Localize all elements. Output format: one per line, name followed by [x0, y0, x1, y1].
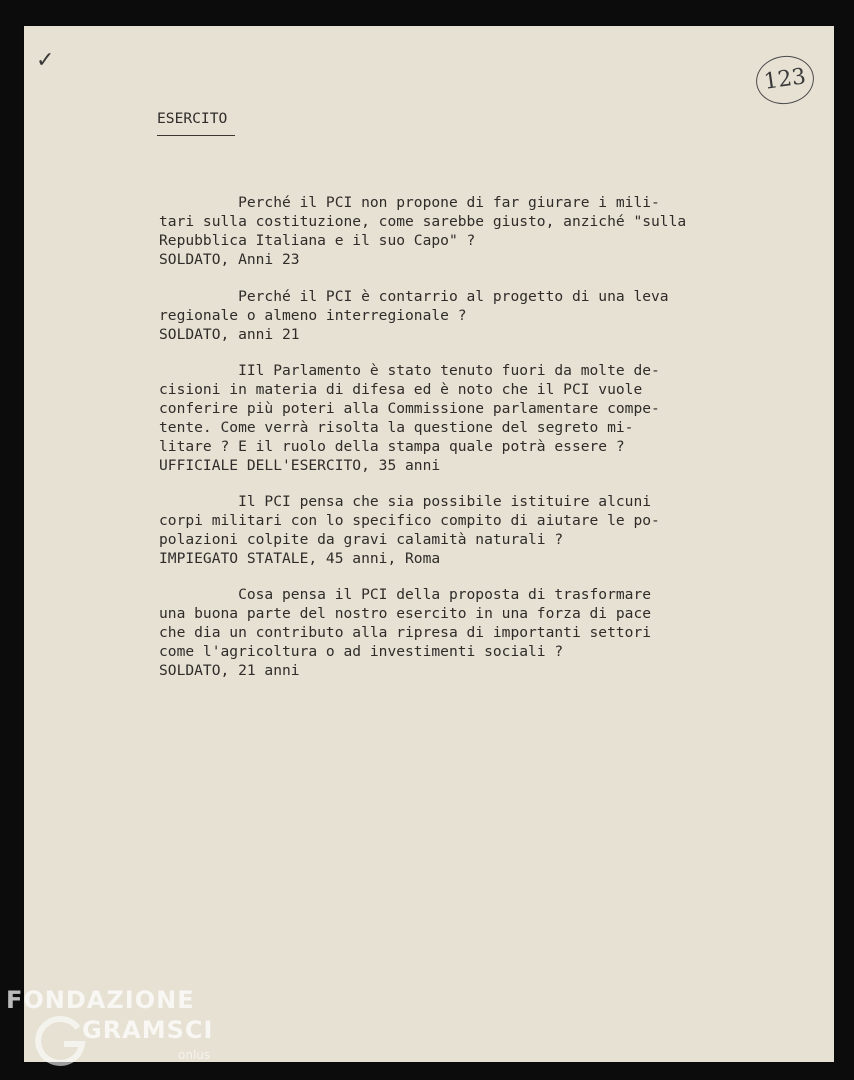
text-line: cisioni in materia di difesa ed è noto che il PCI vuole	[159, 381, 643, 398]
text-line: corpi militari con lo specifico compito di aiutare le po-	[159, 512, 660, 529]
text-line: IIl Parlamento è stato tenuto fuori da molte de-	[159, 362, 660, 379]
text-line: Perché il PCI non propone di far giurare i mili-	[159, 194, 660, 211]
document-title: ESERCITO	[157, 110, 228, 127]
text-line: che dia un contributo alla ripresa di importanti settori	[159, 624, 652, 641]
gramsci-logo-icon	[34, 1014, 88, 1068]
text-line: polazioni colpite da gravi calamità naturali ?	[159, 531, 564, 548]
question-paragraph	[159, 362, 660, 481]
text-line: conferire più poteri alla Commissione parlamentare compe-	[159, 400, 660, 417]
text-line: una buona parte del nostro esercito in una forza di pace	[159, 605, 652, 622]
author-line: SOLDATO, anni 21	[159, 326, 300, 343]
title-underline	[157, 135, 235, 136]
author-line: UFFICIALE DELL'ESERCITO, 35 anni	[159, 457, 441, 474]
text-line: come l'agricoltura o ad investimenti sociali ?	[159, 643, 564, 660]
question-paragraph	[159, 493, 660, 578]
text-line: tari sulla costituzione, come sarebbe giusto, anziché "sulla	[159, 213, 687, 230]
text-line: Perché il PCI è contarrio al progetto di una leva	[159, 288, 669, 305]
handwritten-mark: ✓	[36, 48, 55, 73]
page-number-stamp: 123	[753, 52, 817, 108]
question-paragraph	[159, 288, 669, 356]
author-line: IMPIEGATO STATALE, 45 anni, Roma	[159, 550, 441, 567]
author-line: SOLDATO, 21 anni	[159, 662, 300, 679]
text-line: Repubblica Italiana e il suo Capo" ?	[159, 232, 476, 249]
text-line: regionale o almeno interregionale ?	[159, 307, 467, 324]
watermark-sub: onlus	[178, 1048, 211, 1062]
author-line: SOLDATO, Anni 23	[159, 251, 300, 268]
question-paragraph	[159, 194, 687, 279]
fondazione-gramsci-watermark	[6, 986, 226, 1074]
text-line: Il PCI pensa che sia possibile istituire alcuni	[159, 493, 652, 510]
watermark-line2: GRAMSCI	[82, 1016, 214, 1044]
watermark-line1: FONDAZIONE	[6, 986, 195, 1014]
text-line: litare ? E il ruolo della stampa quale potrà essere ?	[159, 438, 625, 455]
text-line: Cosa pensa il PCI della proposta di trasformare	[159, 586, 652, 603]
question-paragraph	[159, 586, 652, 688]
text-line: tente. Come verrà risolta la questione del segreto mi-	[159, 419, 634, 436]
